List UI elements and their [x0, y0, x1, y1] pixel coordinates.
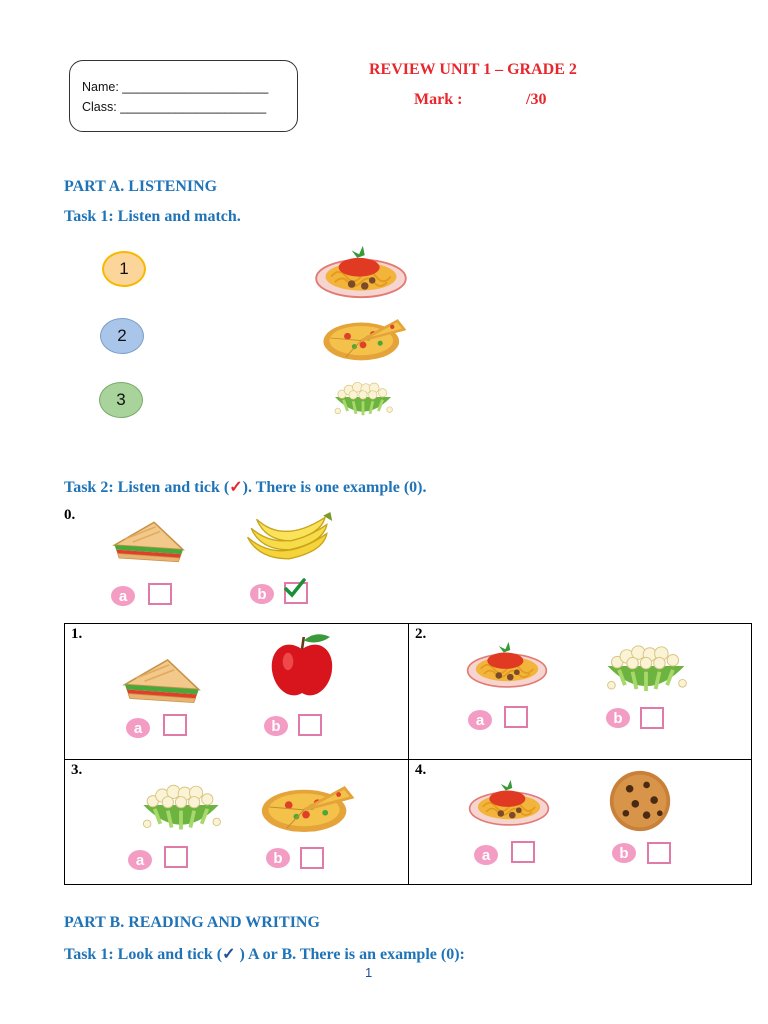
tick-box-q3-b[interactable] — [300, 847, 324, 869]
question-number-2: 2. — [415, 626, 427, 642]
sandwich-picture — [120, 652, 202, 704]
grid-divider — [65, 759, 751, 760]
part-b-task1-title: Task 1: Look and tick (✓ ) A or B. There is an example (0): — [64, 946, 465, 963]
option-b-badge: b — [266, 848, 290, 868]
check-mark-icon — [284, 578, 306, 598]
mark-label: Mark : — [414, 91, 463, 108]
spaghetti-picture — [466, 636, 548, 692]
option-a-badge: a — [474, 845, 498, 865]
spaghetti-picture — [468, 776, 550, 828]
tick-box-example-b[interactable] — [284, 582, 308, 604]
grid-divider — [408, 624, 409, 884]
tick-box-q2-a[interactable] — [504, 706, 528, 728]
number-circle-2[interactable]: 2 — [100, 318, 144, 354]
cookie-picture — [606, 768, 674, 834]
page-number: 1 — [365, 965, 373, 980]
name-field[interactable]: Name: _____________________ — [82, 80, 269, 94]
bananas-picture — [244, 508, 334, 570]
spaghetti-picture[interactable] — [314, 243, 408, 299]
question-number-1: 1. — [71, 626, 83, 642]
option-a-badge: a — [111, 586, 135, 606]
question-number-4: 4. — [415, 762, 427, 778]
tick-box-q1-a[interactable] — [163, 714, 187, 736]
pizza-picture — [258, 776, 354, 838]
class-field[interactable]: Class: _____________________ — [82, 100, 267, 114]
number-circle-1[interactable]: 1 — [102, 251, 146, 287]
option-a-badge: a — [128, 850, 152, 870]
option-b-badge: b — [264, 716, 288, 736]
pizza-picture[interactable] — [320, 312, 406, 364]
part-b-title: PART B. READING AND WRITING — [64, 914, 320, 931]
question-number-3: 3. — [71, 762, 83, 778]
apple-picture — [266, 630, 338, 700]
worksheet-title: REVIEW UNIT 1 – GRADE 2 — [369, 61, 577, 78]
popcorn-picture — [598, 634, 694, 698]
popcorn-picture[interactable] — [328, 372, 398, 422]
option-b-badge: b — [250, 584, 274, 604]
tick-box-q2-b[interactable] — [640, 707, 664, 729]
part-a-title: PART A. LISTENING — [64, 178, 218, 195]
sandwich-picture — [110, 516, 186, 562]
number-circle-3[interactable]: 3 — [99, 382, 143, 418]
example-label: 0. — [64, 507, 76, 523]
tick-box-q4-a[interactable] — [511, 841, 535, 863]
tick-box-q4-b[interactable] — [647, 842, 671, 864]
mark-total: /30 — [526, 91, 547, 108]
option-b-badge: b — [612, 843, 636, 863]
popcorn-picture — [134, 774, 228, 836]
task2-title: Task 2: Listen and tick (✓). There is one example (0). — [64, 479, 427, 496]
task1-title: Task 1: Listen and match. — [64, 208, 241, 225]
option-a-badge: a — [126, 718, 150, 738]
option-b-badge: b — [606, 708, 630, 728]
name-class-box — [69, 60, 298, 132]
option-a-badge: a — [468, 710, 492, 730]
tick-box-q3-a[interactable] — [164, 846, 188, 868]
tick-box-example-a[interactable] — [148, 583, 172, 605]
tick-box-q1-b[interactable] — [298, 714, 322, 736]
